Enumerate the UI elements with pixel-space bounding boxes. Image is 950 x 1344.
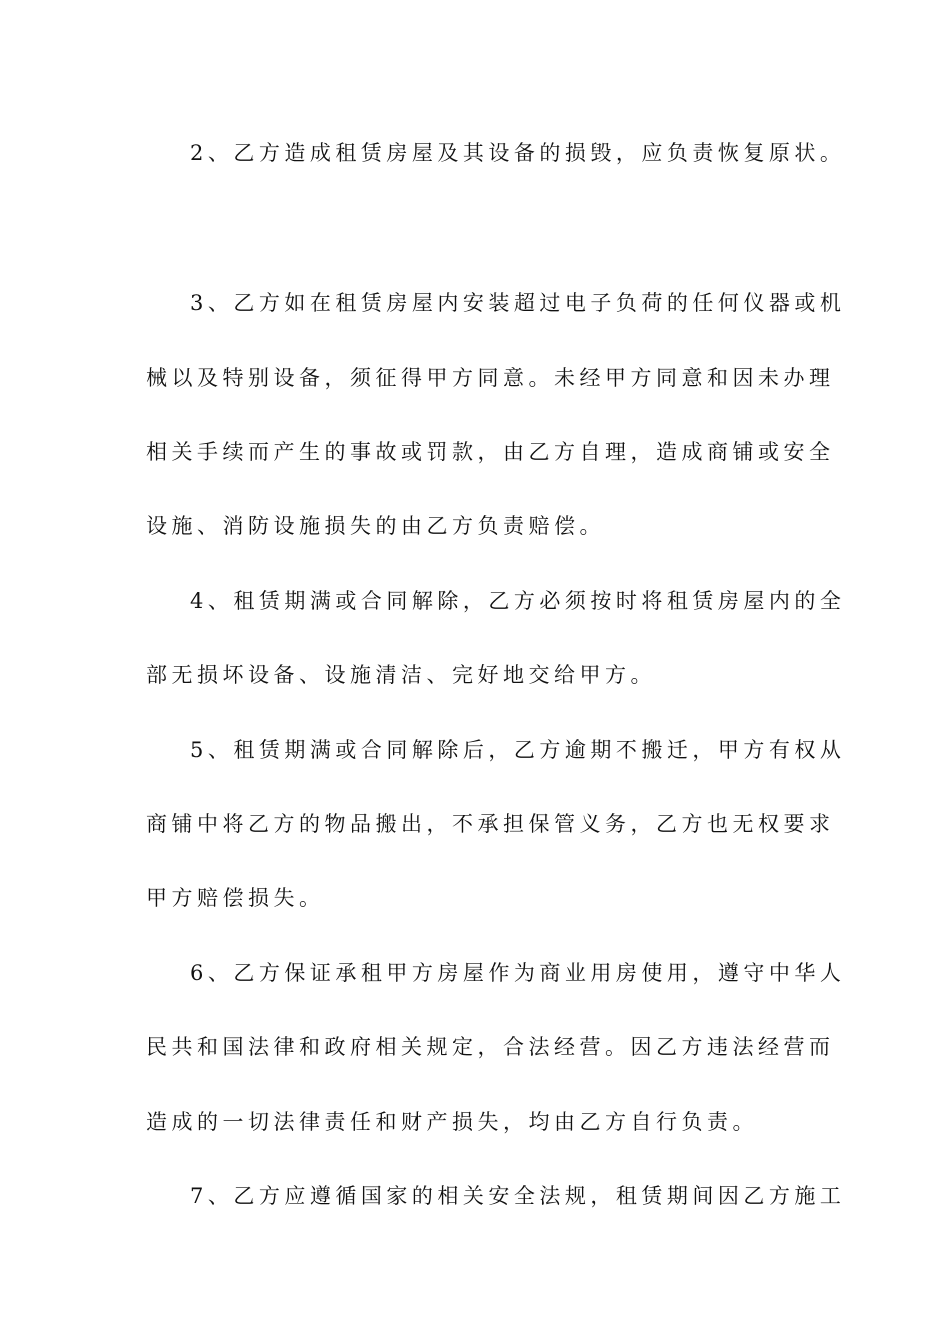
- clause-4-line-2: 部无损坏设备、设施清洁、完好地交给甲方。: [146, 663, 656, 687]
- clause-6-line-1: 6、乙方保证承租甲方房屋作为商业用房使用，遵守中华人: [190, 961, 846, 985]
- clause-6-line-2: 民共和国法律和政府相关规定，合法经营。因乙方违法经营而: [146, 1035, 835, 1059]
- clause-6-line-3: 造成的一切法律责任和财产损失，均由乙方自行负责。: [146, 1110, 758, 1134]
- clause-3-line-4: 设施、消防设施损失的由乙方负责赔偿。: [146, 514, 605, 538]
- clause-3-line-2: 械以及特别设备，须征得甲方同意。未经甲方同意和因未办理: [146, 366, 835, 390]
- clause-2-line-1: 2、乙方造成租赁房屋及其设备的损毁，应负责恢复原状。: [190, 141, 846, 165]
- clause-5-line-2: 商铺中将乙方的物品搬出，不承担保管义务，乙方也无权要求: [146, 812, 835, 836]
- clause-3-line-1: 3、乙方如在租赁房屋内安装超过电子负荷的任何仪器或机: [190, 291, 846, 315]
- clause-7-line-1: 7、乙方应遵循国家的相关安全法规，租赁期间因乙方施工: [190, 1184, 846, 1208]
- clause-5-line-3: 甲方赔偿损失。: [146, 886, 325, 910]
- clause-4-line-1: 4、租赁期满或合同解除，乙方必须按时将租赁房屋内的全: [190, 589, 846, 613]
- clause-3-line-3: 相关手续而产生的事故或罚款，由乙方自理，造成商铺或安全: [146, 440, 835, 464]
- clause-5-line-1: 5、租赁期满或合同解除后，乙方逾期不搬迁，甲方有权从: [190, 738, 846, 762]
